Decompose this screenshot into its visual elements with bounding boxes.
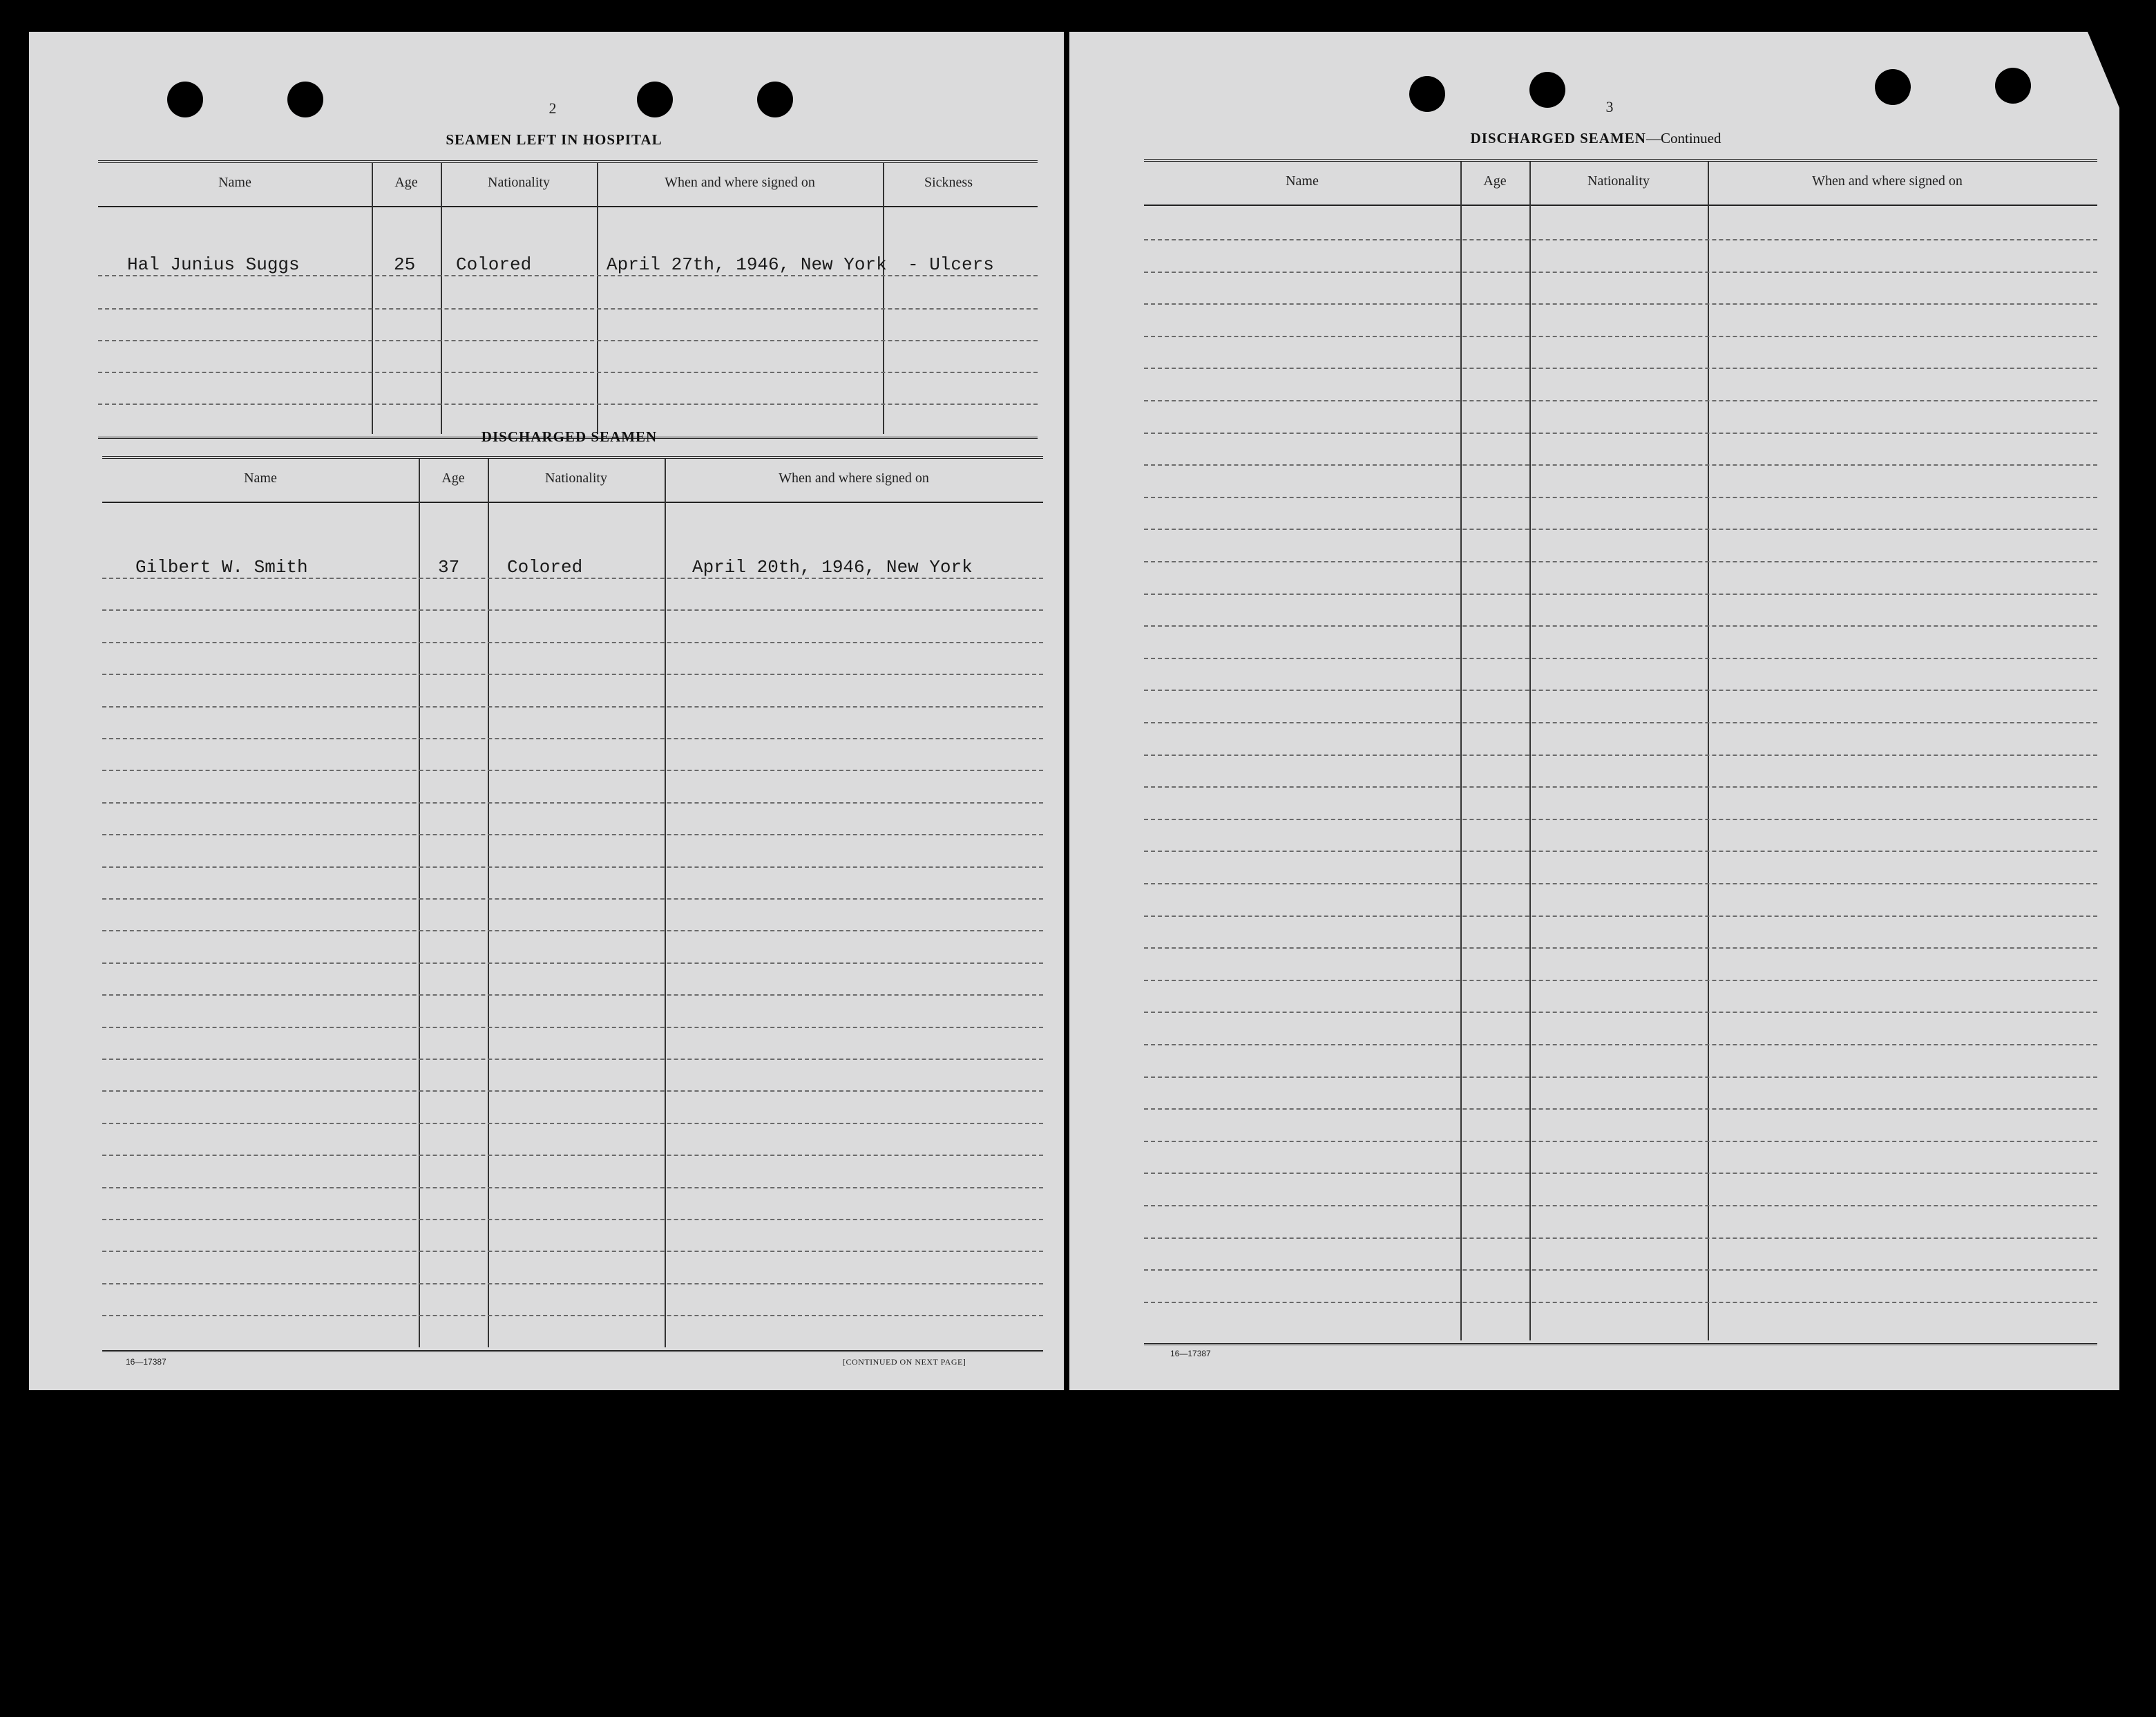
column-header-sickness: Sickness <box>924 175 973 190</box>
row-line <box>102 1251 1043 1252</box>
row-line <box>102 1090 1043 1092</box>
column-divider <box>372 163 373 434</box>
row-line <box>102 1187 1043 1188</box>
row-line <box>1144 755 2097 756</box>
row-line <box>1144 1173 2097 1174</box>
row-line <box>102 738 1043 739</box>
row-line <box>1144 1012 2097 1013</box>
row-line <box>1144 336 2097 337</box>
row-line <box>1144 529 2097 530</box>
hospital-section-title: SEAMEN LEFT IN HOSPITAL <box>446 131 662 148</box>
row-line <box>1144 1269 2097 1271</box>
discharged-row-signed-on: April 20th, 1946, New York <box>692 557 973 578</box>
punch-hole <box>1875 69 1911 105</box>
row-line <box>102 834 1043 835</box>
column-header-nationality: Nationality <box>488 175 550 190</box>
column-header-age: Age <box>1483 173 1507 189</box>
row-line <box>1144 980 2097 981</box>
discharged-continued-title <box>1471 130 1721 147</box>
row-line <box>1144 1205 2097 1206</box>
row-line <box>98 308 1038 310</box>
discharged-table <box>102 456 1043 1352</box>
row-line <box>1144 947 2097 949</box>
row-line <box>1144 851 2097 852</box>
clipped-corner <box>2088 32 2119 108</box>
row-line <box>102 994 1043 996</box>
row-line <box>1144 625 2097 627</box>
row-line <box>98 404 1038 405</box>
row-line <box>1144 1302 2097 1303</box>
row-line <box>102 1123 1043 1124</box>
row-line <box>1144 239 2097 240</box>
hospital-row-signed-on: April 27th, 1946, New York <box>607 254 887 275</box>
discharged-section-title: DISCHARGED SEAMEN <box>481 428 658 445</box>
column-divider <box>488 459 489 1347</box>
right-page <box>1069 32 2119 1390</box>
continued-note: [CONTINUED ON NEXT PAGE] <box>843 1357 966 1367</box>
form-code: 16—17387 <box>1170 1349 1211 1358</box>
column-header-signed-on: When and where signed on <box>665 175 815 190</box>
discharged-table-header <box>102 463 1043 503</box>
row-line <box>1144 916 2097 917</box>
column-divider <box>1460 162 1462 1340</box>
row-line <box>98 275 1038 276</box>
column-header-name: Name <box>244 471 277 486</box>
row-line <box>102 962 1043 964</box>
column-divider <box>883 163 884 434</box>
column-header-signed-on: When and where signed on <box>1812 173 1963 189</box>
row-line <box>1144 658 2097 659</box>
row-line <box>102 642 1043 643</box>
row-line <box>1144 1141 2097 1142</box>
title-main: DISCHARGED SEAMEN <box>1470 130 1646 146</box>
row-line <box>102 770 1043 771</box>
column-header-nationality: Nationality <box>1587 173 1650 189</box>
hospital-table-header <box>98 167 1038 207</box>
column-divider <box>1529 162 1531 1340</box>
row-line <box>102 898 1043 900</box>
column-header-age: Age <box>394 175 418 190</box>
page-number: 3 <box>1605 98 1614 115</box>
discharged-continued-table <box>1144 159 2097 1345</box>
column-header-name: Name <box>218 175 251 190</box>
row-line <box>98 340 1038 341</box>
row-line <box>1144 786 2097 788</box>
row-line <box>102 1315 1043 1316</box>
row-line <box>1144 722 2097 723</box>
row-line <box>1144 594 2097 595</box>
column-divider <box>665 459 666 1347</box>
row-line <box>102 706 1043 708</box>
row-line <box>98 372 1038 373</box>
row-line <box>1144 1076 2097 1078</box>
row-line <box>1144 819 2097 820</box>
row-line <box>1144 497 2097 498</box>
row-line <box>1144 303 2097 305</box>
row-line <box>1144 883 2097 884</box>
punch-hole <box>1409 76 1445 112</box>
column-divider <box>419 459 420 1347</box>
row-line <box>102 866 1043 868</box>
row-line <box>102 1027 1043 1028</box>
discharged-row-age: 37 <box>438 557 460 578</box>
punch-hole <box>637 82 673 117</box>
hospital-table <box>98 160 1038 439</box>
row-line <box>102 1219 1043 1220</box>
row-line <box>1144 1237 2097 1239</box>
column-divider <box>597 163 598 434</box>
row-line <box>1144 1108 2097 1110</box>
row-line <box>1144 400 2097 401</box>
hospital-row-name: Hal Junius Suggs <box>127 254 300 275</box>
row-line <box>102 1059 1043 1060</box>
column-divider <box>1708 162 1709 1340</box>
row-line <box>102 802 1043 804</box>
column-header-signed-on: When and where signed on <box>779 471 929 486</box>
row-line <box>102 1155 1043 1156</box>
row-line <box>1144 433 2097 434</box>
column-header-age: Age <box>441 471 465 486</box>
page-number: 2 <box>548 99 557 117</box>
hospital-row-nationality: Colored <box>456 254 532 275</box>
row-line <box>1144 464 2097 466</box>
discharged-row-name: Gilbert W. Smith <box>135 557 308 578</box>
row-line <box>102 609 1043 611</box>
hospital-row-age: 25 <box>394 254 416 275</box>
column-header-name: Name <box>1286 173 1319 189</box>
column-divider <box>441 163 442 434</box>
punch-hole <box>1529 72 1565 108</box>
row-line <box>102 674 1043 675</box>
title-suffix: —Continued <box>1645 130 1721 146</box>
row-line <box>1144 1044 2097 1045</box>
row-line <box>1144 272 2097 273</box>
hospital-row-sickness: - Ulcers <box>908 254 994 275</box>
row-line <box>1144 690 2097 691</box>
row-line <box>102 930 1043 931</box>
row-line <box>1144 561 2097 562</box>
punch-hole <box>757 82 793 117</box>
left-page <box>29 32 1064 1390</box>
row-line <box>102 1283 1043 1284</box>
punch-hole <box>1995 68 2031 104</box>
discharged-row-nationality: Colored <box>507 557 583 578</box>
punch-hole <box>287 82 323 117</box>
row-line <box>102 578 1043 579</box>
column-header-nationality: Nationality <box>545 471 607 486</box>
form-code: 16—17387 <box>126 1357 166 1367</box>
punch-hole <box>167 82 203 117</box>
row-line <box>1144 368 2097 369</box>
continued-table-header <box>1144 166 2097 206</box>
